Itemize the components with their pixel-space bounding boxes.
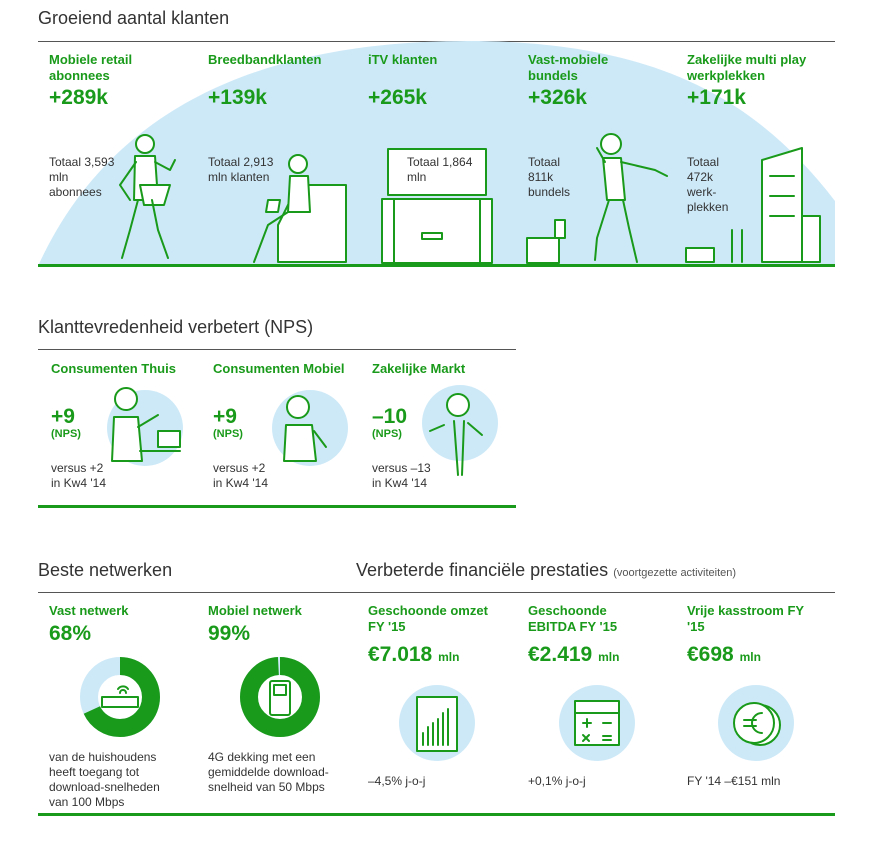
fin-cashflow-value-wrap xyxy=(687,643,761,667)
office-building-icon xyxy=(684,146,824,266)
customers-broadband-label: Breedbandklanten xyxy=(208,52,322,67)
section-title-financial xyxy=(356,560,736,581)
fin-revenue-value-wrap xyxy=(368,643,459,667)
fin-ebitda-label: Geschoonde EBITDA FY '15 xyxy=(528,603,618,634)
financial-subtitle: (voortgezette activiteiten) xyxy=(613,567,737,579)
customers-bundles-total: Totaal 811k bundels xyxy=(528,155,571,199)
customers-business-label: Zakelijke multi play werkplekken xyxy=(687,52,807,83)
customers-business-total: Totaal 472k werk-plekken xyxy=(687,155,729,214)
bar-chart-icon xyxy=(397,683,477,763)
person-with-phone-icon xyxy=(525,128,675,265)
financial-title-text: Verbeterde financiële prestaties xyxy=(356,560,609,580)
network-fixed-label: Vast netwerk xyxy=(49,603,129,618)
network-mobile-label: Mobiel netwerk xyxy=(208,603,302,618)
customers-itv-label: iTV klanten xyxy=(368,52,438,67)
network-mobile-value: 99% xyxy=(208,622,251,645)
mobile-network-donut xyxy=(240,657,320,737)
fin-revenue-value: €7.018 xyxy=(368,643,433,666)
nps-home-label: Consumenten Thuis xyxy=(51,361,176,376)
fin-cashflow-value: €698 xyxy=(687,643,734,666)
customers-mobile-value: +289k xyxy=(49,86,108,109)
fixed-network-donut xyxy=(80,657,160,737)
person-with-laptop-icon xyxy=(100,385,190,470)
fin-cashflow-note: FY '14 –€151 mln xyxy=(687,774,781,788)
nps-home-value: +9 xyxy=(51,405,75,428)
fin-cashflow-unit: mln xyxy=(739,650,761,664)
customers-mobile-label: Mobiele retail abonnees xyxy=(49,52,133,83)
fin-ebitda-note: +0,1% j-o-j xyxy=(528,774,586,788)
fin-ebitda-unit: mln xyxy=(598,650,620,664)
divider xyxy=(38,592,835,593)
fin-revenue-unit: mln xyxy=(438,650,460,664)
section-title-nps: Klanttevredenheid verbetert (NPS) xyxy=(38,317,314,337)
nps-home-note: versus +2 in Kw4 '14 xyxy=(51,461,106,490)
nps-mobile-note: versus +2 in Kw4 '14 xyxy=(213,461,268,490)
customers-itv-value: +265k xyxy=(368,86,427,109)
section-bottom-rule xyxy=(38,264,835,267)
network-fixed-value: 68% xyxy=(49,622,92,645)
section-bottom-rule xyxy=(38,813,835,816)
network-mobile-note: 4G dekking met een gemiddelde download-snelheid van 50 Mbps xyxy=(208,750,329,794)
divider xyxy=(38,349,516,350)
section-title-networks: Beste netwerken xyxy=(38,560,173,580)
person-with-basket-icon xyxy=(100,130,190,265)
person-with-phone-icon xyxy=(268,385,358,470)
customers-itv-total: Totaal 1,864 mln xyxy=(407,155,473,184)
customers-bundles-value: +326k xyxy=(528,86,587,109)
customers-broadband-total: Totaal 2,913 mln klanten xyxy=(208,155,274,184)
network-fixed-note: van de huishoudens heeft toegang tot download-snelheden van 100 Mbps xyxy=(49,750,160,809)
nps-business-label: Zakelijke Markt xyxy=(372,361,466,376)
business-person-phone-icon xyxy=(418,385,508,470)
nps-business-unit: (NPS) xyxy=(372,428,402,440)
fin-revenue-label: Geschoonde omzet FY '15 xyxy=(368,603,488,634)
fin-revenue-note: –4,5% j-o-j xyxy=(368,774,426,788)
person-with-laptop-icon xyxy=(248,150,348,265)
fin-ebitda-value-wrap xyxy=(528,643,619,667)
nps-business-note: versus –13 in Kw4 '14 xyxy=(372,461,431,490)
calculator-icon xyxy=(557,683,637,763)
nps-business-value: –10 xyxy=(372,405,408,428)
fin-cashflow-label: Vrije kasstroom FY '15 xyxy=(687,603,804,634)
nps-mobile-unit: (NPS) xyxy=(213,428,243,440)
section-bottom-rule xyxy=(38,505,516,508)
nps-mobile-value: +9 xyxy=(213,405,237,428)
customers-business-value: +171k xyxy=(687,86,746,109)
nps-home-unit: (NPS) xyxy=(51,428,81,440)
customers-bundles-label: Vast-mobiele bundels xyxy=(528,52,609,83)
customers-mobile-total: Totaal 3,593 mln abonnees xyxy=(49,155,115,199)
euro-coins-icon xyxy=(716,683,796,763)
customers-broadband-value: +139k xyxy=(208,86,267,109)
section-title-customers: Groeiend aantal klanten xyxy=(38,8,230,28)
nps-mobile-label: Consumenten Mobiel xyxy=(213,361,345,376)
fin-ebitda-value: €2.419 xyxy=(528,643,593,666)
